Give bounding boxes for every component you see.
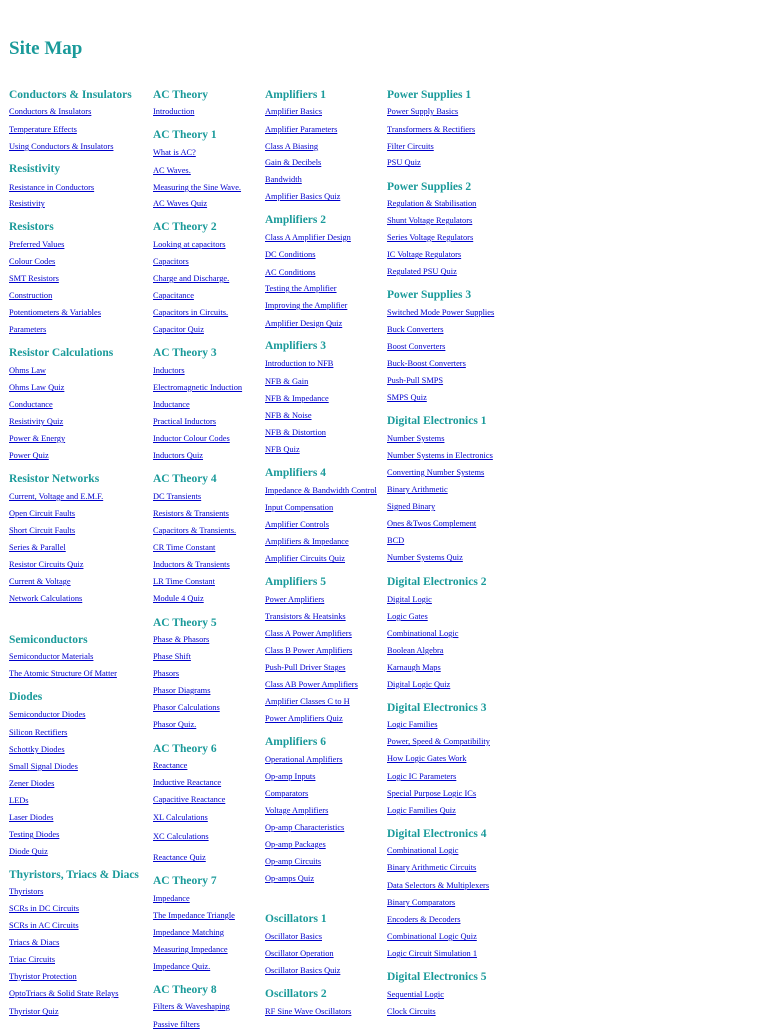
section-heading-ac-theory-3: AC Theory 3	[153, 347, 217, 359]
link-karnaugh-maps[interactable]: Karnaugh Maps	[387, 663, 441, 672]
link-zener-diodes[interactable]: Zener Diodes	[9, 779, 55, 788]
link-op-amp-packages[interactable]: Op-amp Packages	[265, 840, 326, 849]
link-capacitance[interactable]: Capacitance	[153, 291, 194, 300]
link-ohms-law[interactable]: Ohms Law	[9, 366, 46, 375]
link-logic-circuit-simulation-1[interactable]: Logic Circuit Simulation 1	[387, 949, 478, 958]
section-heading-conductors-and-insulators: Conductors & Insulators	[9, 89, 132, 101]
link-phase-and-phasors[interactable]: Phase & Phasors	[153, 635, 210, 644]
link-capacitors-and-transients[interactable]: Capacitors & Transients.	[153, 526, 237, 535]
link-encoders-and-decoders[interactable]: Encoders & Decoders	[387, 915, 461, 924]
link-smps-quiz[interactable]: SMPS Quiz	[387, 393, 427, 402]
link-electromagnetic-induction[interactable]: Electromagnetic Induction	[153, 383, 243, 392]
section-heading-resistor-calculations: Resistor Calculations	[9, 347, 114, 359]
link-conductance[interactable]: Conductance	[9, 400, 53, 409]
link-capacitive-reactance[interactable]: Capacitive Reactance	[153, 795, 226, 804]
link-nfb-and-distortion[interactable]: NFB & Distortion	[265, 428, 326, 437]
section-heading-thyristors-triacs-and-diacs: Thyristors, Triacs & Diacs	[9, 869, 139, 881]
link-charge-and-discharge[interactable]: Charge and Discharge.	[153, 274, 230, 283]
link-ac-waves-quiz[interactable]: AC Waves Quiz	[153, 199, 208, 208]
link-introduction[interactable]: Introduction	[153, 107, 195, 116]
link-bcd[interactable]: BCD	[387, 536, 405, 545]
link-comparators[interactable]: Comparators	[265, 789, 309, 798]
link-phasor-quiz[interactable]: Phasor Quiz.	[153, 720, 197, 729]
link-the-impedance-triangle[interactable]: The Impedance Triangle	[153, 911, 235, 920]
link-phasors[interactable]: Phasors	[153, 669, 180, 678]
link-boost-converters[interactable]: Boost Converters	[387, 342, 446, 351]
link-push-pull-smps[interactable]: Push-Pull SMPS	[387, 376, 444, 385]
link-boolean-algebra[interactable]: Boolean Algebra	[387, 646, 444, 655]
section-heading-ac-theory-8: AC Theory 8	[153, 984, 217, 996]
link-power-supply-basics[interactable]: Power Supply Basics	[387, 107, 459, 116]
link-op-amp-characteristics[interactable]: Op-amp Characteristics	[265, 823, 345, 832]
link-phase-shift[interactable]: Phase Shift	[153, 652, 191, 661]
link-thyristors[interactable]: Thyristors	[9, 887, 44, 896]
link-class-a-amplifier-design[interactable]: Class A Amplifier Design	[265, 233, 351, 242]
link-the-atomic-structure-of-matter[interactable]: The Atomic Structure Of Matter	[9, 669, 117, 678]
link-capacitors[interactable]: Capacitors	[153, 257, 189, 266]
link-semiconductor-diodes[interactable]: Semiconductor Diodes	[9, 710, 86, 719]
link-op-amp-inputs[interactable]: Op-amp Inputs	[265, 772, 316, 781]
link-nfb-and-gain[interactable]: NFB & Gain	[265, 377, 309, 386]
link-laser-diodes[interactable]: Laser Diodes	[9, 813, 54, 822]
link-parameters[interactable]: Parameters	[9, 325, 47, 334]
link-xc-calculations[interactable]: XC Calculations	[153, 832, 209, 841]
link-introduction-to-nfb[interactable]: Introduction to NFB	[265, 359, 334, 368]
link-class-b-power-amplifiers[interactable]: Class B Power Amplifiers	[265, 646, 353, 655]
link-looking-at-capacitors[interactable]: Looking at capacitors	[153, 240, 226, 249]
link-testing-diodes[interactable]: Testing Diodes	[9, 830, 60, 839]
link-phasor-diagrams[interactable]: Phasor Diagrams	[153, 686, 211, 695]
section-heading-power-supplies-3: Power Supplies 3	[387, 289, 472, 301]
link-inductive-reactance[interactable]: Inductive Reactance	[153, 778, 222, 787]
link-impedance-matching[interactable]: Impedance Matching	[153, 928, 224, 937]
link-binary-comparators[interactable]: Binary Comparators	[387, 898, 456, 907]
link-shunt-voltage-regulators[interactable]: Shunt Voltage Regulators	[387, 216, 473, 225]
link-potentiometers-and-variables[interactable]: Potentiometers & Variables	[9, 308, 101, 317]
section-heading-amplifiers-3: Amplifiers 3	[265, 340, 327, 352]
link-module-4-quiz[interactable]: Module 4 Quiz	[153, 594, 204, 603]
link-resistance-in-conductors[interactable]: Resistance in Conductors	[9, 183, 95, 192]
link-digital-logic[interactable]: Digital Logic	[387, 595, 432, 604]
link-oscillator-basics-quiz[interactable]: Oscillator Basics Quiz	[265, 966, 341, 975]
link-conductors-and-insulators[interactable]: Conductors & Insulators	[9, 107, 92, 116]
link-impedance-quiz[interactable]: Impedance Quiz.	[153, 962, 211, 971]
link-capacitor-quiz[interactable]: Capacitor Quiz	[153, 325, 204, 334]
link-xl-calculations[interactable]: XL Calculations	[153, 813, 208, 822]
link-nfb-quiz[interactable]: NFB Quiz	[265, 445, 300, 454]
link-combinational-logic[interactable]: Combinational Logic	[387, 629, 459, 638]
link-buck-converters[interactable]: Buck Converters	[387, 325, 444, 334]
link-filters-and-waveshaping[interactable]: Filters & Waveshaping	[153, 1002, 230, 1011]
link-power-amplifiers[interactable]: Power Amplifiers	[265, 595, 325, 604]
link-buck-boost-converters[interactable]: Buck-Boost Converters	[387, 359, 466, 368]
link-op-amp-circuits[interactable]: Op-amp Circuits	[265, 857, 322, 866]
link-gain-and-decibels[interactable]: Gain & Decibels	[265, 158, 322, 167]
section-heading-ac-theory-6: AC Theory 6	[153, 743, 217, 755]
section-heading-semiconductors: Semiconductors	[9, 634, 88, 646]
link-class-a-biasing[interactable]: Class A Biasing	[265, 142, 319, 151]
section-heading-ac-theory-2: AC Theory 2	[153, 221, 217, 233]
link-power-quiz[interactable]: Power Quiz	[9, 451, 49, 460]
link-thyristor-protection[interactable]: Thyristor Protection	[9, 972, 77, 981]
link-oscillator-operation[interactable]: Oscillator Operation	[265, 949, 334, 958]
link-regulated-psu-quiz[interactable]: Regulated PSU Quiz	[387, 267, 457, 276]
link-measuring-impedance[interactable]: Measuring Impedance	[153, 945, 228, 954]
link-data-selectors-and-multiplexers[interactable]: Data Selectors & Multiplexers	[387, 881, 490, 890]
link-push-pull-driver-stages[interactable]: Push-Pull Driver Stages	[265, 663, 346, 672]
link-clock-circuits[interactable]: Clock Circuits	[387, 1007, 436, 1016]
link-colour-codes[interactable]: Colour Codes	[9, 257, 56, 266]
link-scrs-in-dc-circuits[interactable]: SCRs in DC Circuits	[9, 904, 80, 913]
link-smt-resistors[interactable]: SMT Resistors	[9, 274, 59, 283]
link-bandwidth[interactable]: Bandwidth	[265, 175, 302, 184]
section-heading-ac-theory-4: AC Theory 4	[153, 473, 217, 485]
section-heading-resistor-networks: Resistor Networks	[9, 473, 100, 485]
link-open-circuit-faults[interactable]: Open Circuit Faults	[9, 509, 76, 518]
link-nfb-and-impedance[interactable]: NFB & Impedance	[265, 394, 329, 403]
link-reactance[interactable]: Reactance	[153, 761, 188, 770]
link-rf-sine-wave-oscillators[interactable]: RF Sine Wave Oscillators	[265, 1007, 352, 1016]
link-amplifier-classes-c-to-h[interactable]: Amplifier Classes C to H	[265, 697, 350, 706]
link-amplifier-circuits-quiz[interactable]: Amplifier Circuits Quiz	[265, 554, 346, 563]
link-optotriacs-and-solid-state-relays[interactable]: OptoTriacs & Solid State Relays	[9, 989, 119, 998]
link-testing-the-amplifier[interactable]: Testing the Amplifier	[265, 284, 337, 293]
section-heading-ac-theory-7: AC Theory 7	[153, 875, 217, 887]
section-heading-power-supplies-2: Power Supplies 2	[387, 181, 472, 193]
link-triac-circuits[interactable]: Triac Circuits	[9, 955, 55, 964]
link-number-systems-quiz[interactable]: Number Systems Quiz	[387, 553, 463, 562]
link-small-signal-diodes[interactable]: Small Signal Diodes	[9, 762, 78, 771]
link-what-is-ac[interactable]: What is AC?	[153, 148, 196, 157]
link-input-compensation[interactable]: Input Compensation	[265, 503, 334, 512]
section-heading-digital-electronics-5: Digital Electronics 5	[387, 971, 487, 983]
link-ones-andtwos-complement[interactable]: Ones &Twos Complement	[387, 519, 477, 528]
link-amplifiers-and-impedance[interactable]: Amplifiers & Impedance	[265, 537, 349, 546]
link-switched-mode-power-supplies[interactable]: Switched Mode Power Supplies	[387, 308, 495, 317]
section-heading-ac-theory-5: AC Theory 5	[153, 617, 217, 629]
link-number-systems[interactable]: Number Systems	[387, 434, 445, 443]
section-heading-ac-theory: AC Theory	[153, 89, 209, 101]
link-transistors-and-heatsinks[interactable]: Transistors & Heatsinks	[265, 612, 346, 621]
section-heading-diodes: Diodes	[9, 691, 43, 703]
link-resistivity-quiz[interactable]: Resistivity Quiz	[9, 417, 64, 426]
link-binary-arithmetic-circuits[interactable]: Binary Arithmetic Circuits	[387, 863, 477, 872]
link-binary-arithmetic[interactable]: Binary Arithmetic	[387, 485, 448, 494]
section-heading-ac-theory-1: AC Theory 1	[153, 129, 217, 141]
link-capacitors-in-circuits[interactable]: Capacitors in Circuits.	[153, 308, 229, 317]
link-sequential-logic[interactable]: Sequential Logic	[387, 990, 444, 999]
link-logic-gates[interactable]: Logic Gates	[387, 612, 428, 621]
link-oscillator-basics[interactable]: Oscillator Basics	[265, 932, 322, 941]
link-semiconductor-materials[interactable]: Semiconductor Materials	[9, 652, 94, 661]
link-inductors-and-transients[interactable]: Inductors & Transients	[153, 560, 230, 569]
link-logic-ic-parameters[interactable]: Logic IC Parameters	[387, 772, 457, 781]
link-leds[interactable]: LEDs	[9, 796, 29, 805]
link-number-systems-in-electronics[interactable]: Number Systems in Electronics	[387, 451, 493, 460]
link-thyristor-quiz[interactable]: Thyristor Quiz	[9, 1007, 59, 1016]
link-resistors-and-transients[interactable]: Resistors & Transients	[153, 509, 229, 518]
link-combinational-logic-quiz[interactable]: Combinational Logic Quiz	[387, 932, 477, 941]
link-scrs-in-ac-circuits[interactable]: SCRs in AC Circuits	[9, 921, 79, 930]
page-title: Site Map	[9, 38, 83, 59]
link-network-calculations[interactable]: Network Calculations	[9, 594, 83, 603]
section-heading-amplifiers-2: Amplifiers 2	[265, 214, 327, 226]
link-improving-the-amplifier[interactable]: Improving the Amplifier	[265, 301, 348, 310]
link-digital-logic-quiz[interactable]: Digital Logic Quiz	[387, 680, 451, 689]
link-op-amps-quiz[interactable]: Op-amps Quiz	[265, 874, 315, 883]
link-ac-waves[interactable]: AC Waves.	[153, 166, 191, 175]
link-logic-families[interactable]: Logic Families	[387, 720, 438, 729]
link-impedance-and-bandwidth-control[interactable]: Impedance & Bandwidth Control	[265, 486, 377, 495]
link-converting-number-systems[interactable]: Converting Number Systems	[387, 468, 485, 477]
link-phasor-calculations[interactable]: Phasor Calculations	[153, 703, 220, 712]
link-dc-conditions[interactable]: DC Conditions	[265, 250, 316, 259]
section-heading-oscillators-2: Oscillators 2	[265, 988, 327, 1000]
link-inductors[interactable]: Inductors	[153, 366, 185, 375]
link-amplifier-controls[interactable]: Amplifier Controls	[265, 520, 329, 529]
link-special-purpose-logic-ics[interactable]: Special Purpose Logic ICs	[387, 789, 477, 798]
link-amplifier-parameters[interactable]: Amplifier Parameters	[265, 125, 338, 134]
link-operational-amplifiers[interactable]: Operational Amplifiers	[265, 755, 343, 764]
link-series-and-parallel[interactable]: Series & Parallel	[9, 543, 66, 552]
link-amplifier-basics-quiz[interactable]: Amplifier Basics Quiz	[265, 192, 341, 201]
link-passive-filters[interactable]: Passive filters	[153, 1020, 200, 1029]
link-cr-time-constant[interactable]: CR Time Constant	[153, 543, 216, 552]
link-amplifier-basics[interactable]: Amplifier Basics	[265, 107, 322, 116]
link-inductor-colour-codes[interactable]: Inductor Colour Codes	[153, 434, 230, 443]
link-measuring-the-sine-wave[interactable]: Measuring the Sine Wave.	[153, 183, 242, 192]
link-regulation-and-stabilisation[interactable]: Regulation & Stabilisation	[387, 199, 477, 208]
link-power-speed-and-compatibility[interactable]: Power, Speed & Compatibility	[387, 737, 490, 746]
section-heading-amplifiers-6: Amplifiers 6	[265, 736, 327, 748]
link-ohms-law-quiz[interactable]: Ohms Law Quiz	[9, 383, 65, 392]
section-heading-oscillators-1: Oscillators 1	[265, 913, 327, 925]
link-power-amplifiers-quiz[interactable]: Power Amplifiers Quiz	[265, 714, 343, 723]
link-filter-circuits[interactable]: Filter Circuits	[387, 142, 434, 151]
section-heading-digital-electronics-2: Digital Electronics 2	[387, 576, 487, 588]
section-heading-amplifiers-4: Amplifiers 4	[265, 467, 327, 479]
link-power-and-energy[interactable]: Power & Energy	[9, 434, 66, 443]
section-heading-power-supplies-1: Power Supplies 1	[387, 89, 472, 101]
link-current-and-voltage[interactable]: Current & Voltage	[9, 577, 71, 586]
link-inductance[interactable]: Inductance	[153, 400, 190, 409]
link-series-voltage-regulators[interactable]: Series Voltage Regulators	[387, 233, 474, 242]
link-combinational-logic[interactable]: Combinational Logic	[387, 846, 459, 855]
link-construction[interactable]: Construction	[9, 291, 53, 300]
link-preferred-values[interactable]: Preferred Values	[9, 240, 65, 249]
link-how-logic-gates-work[interactable]: How Logic Gates Work	[387, 754, 467, 763]
link-triacs-and-diacs[interactable]: Triacs & Diacs	[9, 938, 60, 947]
section-heading-resistors: Resistors	[9, 221, 54, 233]
section-heading-digital-electronics-3: Digital Electronics 3	[387, 702, 487, 714]
link-nfb-and-noise[interactable]: NFB & Noise	[265, 411, 312, 420]
link-practical-inductors[interactable]: Practical Inductors	[153, 417, 217, 426]
link-logic-families-quiz[interactable]: Logic Families Quiz	[387, 806, 456, 815]
link-amplifier-design-quiz[interactable]: Amplifier Design Quiz	[265, 319, 343, 328]
link-inductors-quiz[interactable]: Inductors Quiz	[153, 451, 204, 460]
link-impedance[interactable]: Impedance	[153, 894, 190, 903]
section-heading-resistivity: Resistivity	[9, 163, 61, 175]
link-signed-binary[interactable]: Signed Binary	[387, 502, 436, 511]
link-dc-transients[interactable]: DC Transients	[153, 492, 202, 501]
link-resistivity[interactable]: Resistivity	[9, 199, 45, 208]
link-diode-quiz[interactable]: Diode Quiz	[9, 847, 48, 856]
link-resistor-circuits-quiz[interactable]: Resistor Circuits Quiz	[9, 560, 84, 569]
section-heading-digital-electronics-1: Digital Electronics 1	[387, 415, 487, 427]
section-heading-amplifiers-1: Amplifiers 1	[265, 89, 327, 101]
link-temperature-effects[interactable]: Temperature Effects	[9, 125, 77, 134]
section-heading-digital-electronics-4: Digital Electronics 4	[387, 828, 487, 840]
link-ic-voltage-regulators[interactable]: IC Voltage Regulators	[387, 250, 462, 259]
section-heading-amplifiers-5: Amplifiers 5	[265, 576, 327, 588]
link-short-circuit-faults[interactable]: Short Circuit Faults	[9, 526, 76, 535]
link-using-conductors-and-insulators[interactable]: Using Conductors & Insulators	[9, 142, 114, 151]
link-voltage-amplifiers[interactable]: Voltage Amplifiers	[265, 806, 329, 815]
link-transformers-and-rectifiers[interactable]: Transformers & Rectifiers	[387, 125, 476, 134]
link-lr-time-constant[interactable]: LR Time Constant	[153, 577, 215, 586]
link-class-a-power-amplifiers[interactable]: Class A Power Amplifiers	[265, 629, 352, 638]
link-current-voltage-and-e-m-f[interactable]: Current, Voltage and E.M.F.	[9, 492, 104, 501]
link-silicon-rectifiers[interactable]: Silicon Rectifiers	[9, 728, 68, 737]
link-reactance-quiz[interactable]: Reactance Quiz	[153, 853, 206, 862]
link-psu-quiz[interactable]: PSU Quiz	[387, 158, 421, 167]
link-ac-conditions[interactable]: AC Conditions	[265, 268, 316, 277]
link-class-ab-power-amplifiers[interactable]: Class AB Power Amplifiers	[265, 680, 358, 689]
link-schottky-diodes[interactable]: Schottky Diodes	[9, 745, 65, 754]
